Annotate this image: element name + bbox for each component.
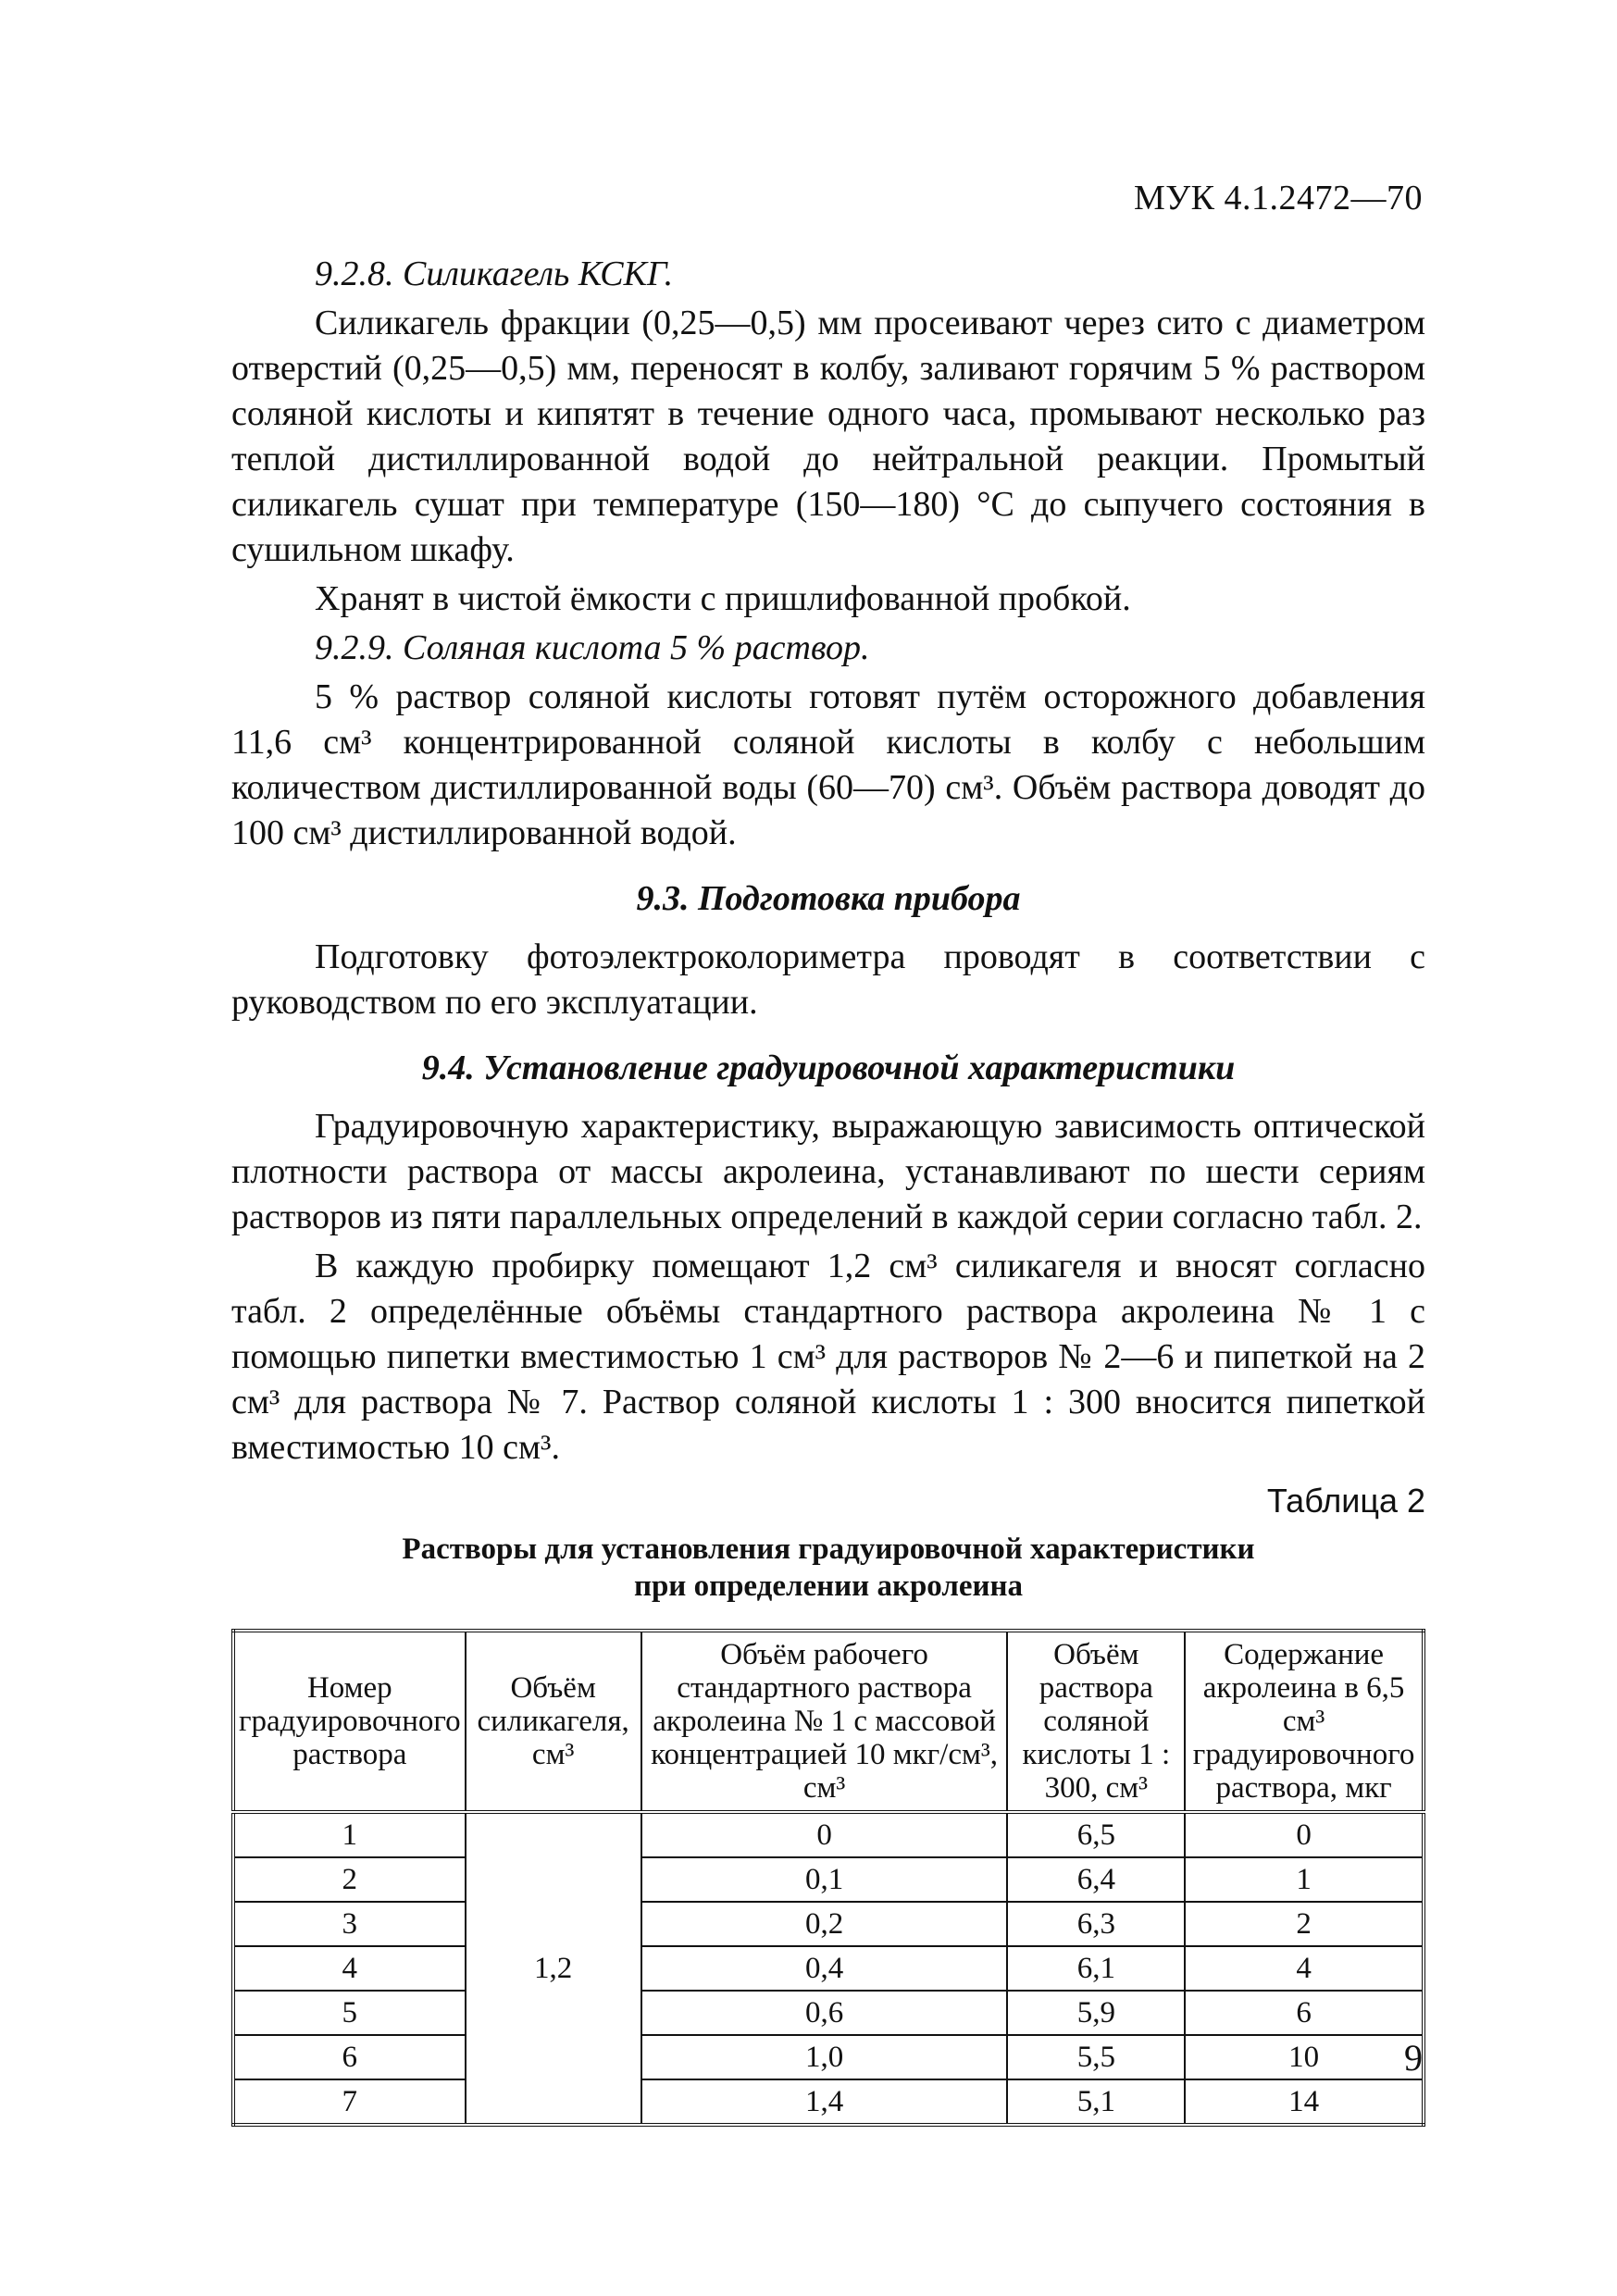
cell-solution-number: 2 [233,1857,466,1902]
document-code: МУК 4.1.2472—70 [1133,179,1423,217]
cell-acrolein-content: 0 [1185,1812,1424,1857]
cell-acid-volume: 6,4 [1007,1857,1185,1902]
cell-silica-volume: 1,2 [466,1812,641,2125]
table-row [233,1812,1424,1857]
cell-acid-volume: 5,5 [1007,2035,1185,2079]
cell-standard-volume: 0 [641,1812,1008,1857]
cell-solution-number: 6 [233,2035,466,2079]
cell-standard-volume: 0,4 [641,1946,1008,1991]
section-heading-9-4: 9.4. Установление градуировочной характеристики [421,1049,1236,1087]
cell-acrolein-content: 4 [1185,1946,1424,1991]
table-title [231,1531,1425,1605]
cell-standard-volume: 0,2 [641,1902,1008,1946]
calibration-table [231,1629,1425,2127]
cell-acrolein-content: 14 [1185,2079,1424,2125]
header-acid-volume: Объём раствора соляной кислоты 1 : 300, см³ [1007,1631,1185,1812]
header-standard-volume: Объём рабочего стандартного раствора акролеина № 1 с массовой концентрацией 10 мкг/см³, см³ [641,1631,1008,1812]
paragraph: В каждую пробирку помещают 1,2 см³ силикагеля и вносят согласно табл. 2 определённые объёмы стандартного раствора акролеина № 1 с помощью пипетки вместимостью 1 см³ для растворов № 2—6 и пипеткой на 2 см³ для раствора № 7. Раствор соляной кислоты 1 : 300 вносится пипеткой вместимостью 10 см³. [231,1247,1425,1467]
table-number: Таблица 2 [1266,1482,1425,1520]
paragraph: Градуировочную характеристику, выражающую зависимость оптической плотности раствора от массы акролеина, устанавливают по шести сериям растворов из пяти параллельных определений в каждой серии согласно табл. 2. [231,1107,1425,1236]
table-row [233,2035,1424,2079]
table-header-row [233,1631,1424,1812]
cell-acrolein-content: 10 [1185,2035,1424,2079]
cell-acrolein-content: 2 [1185,1902,1424,1946]
subsection-heading-9-2-9: 9.2.9. Соляная кислота 5 % раствор. [315,628,870,667]
cell-acrolein-content: 1 [1185,1857,1424,1902]
paragraph: 5 % раствор соляной кислоты готовят путём осторожного добавления 11,6 см³ концентрированной соляной кислоты в колбу с небольшим количеством дистиллированной воды (60—70) см³. Объём раствора доводят до 100 см³ дистиллированной водой. [231,677,1425,852]
cell-solution-number: 5 [233,1991,466,2035]
table-row [233,1991,1424,2035]
cell-standard-volume: 1,4 [641,2079,1008,2125]
table-row [233,1902,1424,1946]
cell-standard-volume: 0,6 [641,1991,1008,2035]
table-title-line: Растворы для установления градуировочной характеристики [402,1533,1255,1566]
header-solution-number: Номер градуировочного раствора [233,1631,466,1812]
header-silica-volume: Объём силикагеля, см³ [466,1631,641,1812]
cell-acid-volume: 6,3 [1007,1902,1185,1946]
table-row [233,2079,1424,2125]
cell-acid-volume: 6,5 [1007,1812,1185,1857]
cell-solution-number: 4 [233,1946,466,1991]
paragraph: Силикагель фракции (0,25—0,5) мм просеивают через сито с диаметром отверстий (0,25—0,5) мм, переносят в колбу, заливают горячим 5 % раствором соляной кислоты и кипятят в течение одного часа, промывают несколько раз теплой дистиллированной водой до нейтральной реакции. Промытый силикагель сушат при температуре (150—180) °С до сыпучего состояния в сушильном шкафу. [231,304,1425,569]
table-row [233,1857,1424,1902]
paragraph: Хранят в чистой ёмкости с пришлифованной пробкой. [315,579,1131,618]
header-acrolein-content: Содержание акролеина в 6,5 см³ градуировочного раствора, мкг [1185,1631,1424,1812]
cell-solution-number: 7 [233,2079,466,2125]
cell-acid-volume: 5,1 [1007,2079,1185,2125]
document-body [231,252,1425,2127]
cell-acid-volume: 6,1 [1007,1946,1185,1991]
page-number: 9 [1404,2037,1423,2079]
cell-acrolein-content: 6 [1185,1991,1424,2035]
section-heading-9-3: 9.3. Подготовка прибора [636,879,1021,918]
cell-solution-number: 1 [233,1812,466,1857]
paragraph: Подготовку фотоэлектроколориметра проводят в соответствии с руководством по его эксплуатации. [231,937,1425,1022]
subsection-heading-9-2-8: 9.2.8. Силикагель КСКГ. [315,254,674,293]
table-row [233,1946,1424,1991]
cell-standard-volume: 1,0 [641,2035,1008,2079]
cell-solution-number: 3 [233,1902,466,1946]
cell-standard-volume: 0,1 [641,1857,1008,1902]
cell-acid-volume: 5,9 [1007,1991,1185,2035]
table-title-line: при определении акролеина [633,1570,1024,1603]
